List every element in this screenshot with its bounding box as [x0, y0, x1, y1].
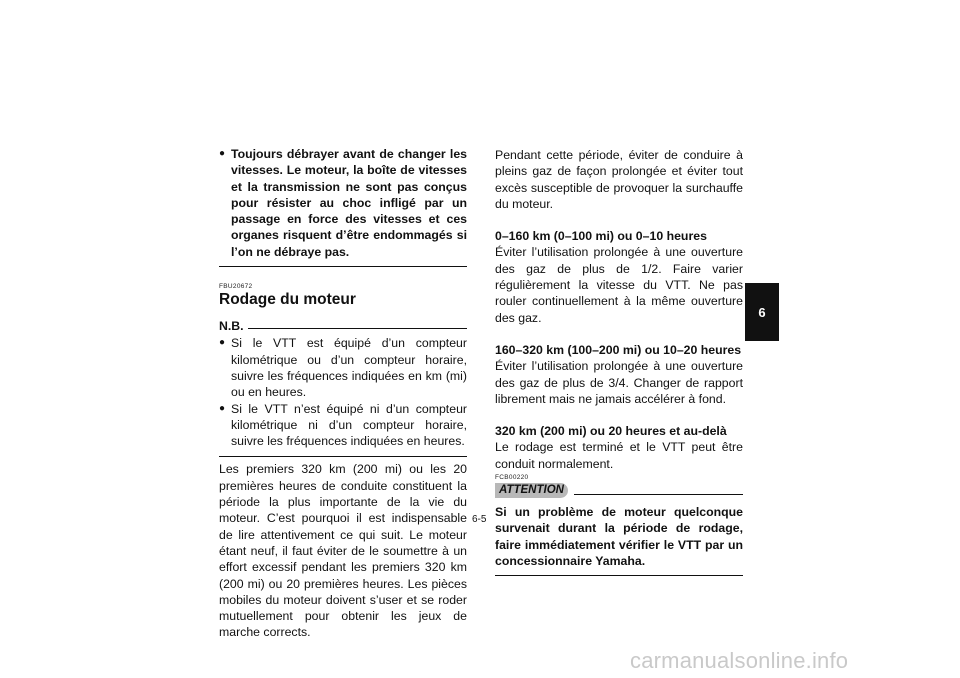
stage-block [495, 342, 743, 407]
stage-heading: 320 km (200 mi) ou 20 heures et au-delà [495, 424, 727, 439]
stage-heading: 0–160 km (0–100 mi) ou 0–10 heures [495, 229, 707, 244]
nb-item [219, 401, 467, 450]
right-column [495, 147, 743, 576]
nb-header [219, 318, 467, 334]
warning-block [219, 146, 467, 267]
section-heading [219, 283, 467, 309]
bullet-icon: ● [219, 337, 226, 349]
nb-note [219, 318, 467, 457]
bullet-icon: ● [219, 148, 226, 159]
warning-item [219, 146, 467, 260]
watermark: carmanualsonline.info [630, 648, 849, 673]
stage-text: Éviter l’utilisation prolongée à une ouverture des gaz de plus de 3/4. Changer de rapport librement mais ne jamais accélérer à fond. [495, 359, 743, 406]
left-column [219, 146, 467, 641]
stage-block [495, 228, 743, 326]
chapter-tab: 6 [745, 283, 779, 341]
nb-item-text: Si le VTT n’est équipé ni d’un compteur kilométrique ni d’un compteur horaire, suivre les fréquences indiquées en heures. [231, 401, 467, 449]
stage-text: Le rodage est terminé et le VTT peut être conduit normalement. [495, 440, 743, 471]
page-number: 6-5 [472, 514, 487, 525]
stage-block [495, 423, 743, 472]
section-title: Rodage du moteur [219, 291, 356, 309]
nb-item-text: Si le VTT est équipé d’un compteur kilométrique ou d’un compteur horaire, suivre les fréquences indiquées en km (mi) ou en heures. [231, 336, 467, 400]
attention-rule [574, 494, 743, 495]
stage-heading: 160–320 km (100–200 mi) ou 10–20 heures [495, 342, 742, 357]
bullet-icon: ● [219, 402, 226, 414]
attention-text: Si un problème de moteur quelconque survenait durant la période de rodage, faire immédiatement vérifier le VTT par un concessionnaire Yamaha. [495, 505, 743, 568]
attention-label: ATTENTION [495, 483, 568, 498]
intro-paragraph: Pendant cette période, éviter de conduire à pleins gaz de façon prolongée et éviter tout excès susceptible de provoquer la surchauffe du moteur. [495, 148, 743, 211]
attention-code: FCB00220 [495, 474, 529, 482]
section-code: FBU20672 [219, 283, 253, 291]
attention-header [495, 483, 743, 498]
attention-body [495, 498, 743, 576]
body-paragraph: Les premiers 320 km (200 mi) ou les 20 premières heures de conduite constituent la période la plus importante de la vie du moteur. C’est pourquoi il est indispensable de lire attentivement ce qui suit. Le moteur étant neuf, il faut éviter de le soumettre à un effort excessif pendant les premiers 320 km (200 mi) ou 20 premières heures. Les pièces mobiles du moteur doivent s’user et se roder mutuellement pour obtenir les jeux de marche corrects. [219, 462, 467, 640]
nb-rule [248, 328, 467, 329]
nb-label: N.B. [219, 319, 244, 334]
attention-block [495, 474, 743, 576]
stage-text: Éviter l’utilisation prolongée à une ouverture des gaz de plus de 1/2. Faire varier régulièrement la vitesse du VTT. Ne pas rouler continuellement à la même ouverture des gaz. [495, 245, 743, 325]
nb-item [219, 335, 467, 400]
warning-text: Toujours débrayer avant de changer les vitesses. Le moteur, la boîte de vitesses et la transmission ne sont pas conçus pour résister au choc infligé par un passage en force des vitesses et ces organes risquent d’être endommagés si l’on ne débraye pas. [231, 147, 467, 259]
